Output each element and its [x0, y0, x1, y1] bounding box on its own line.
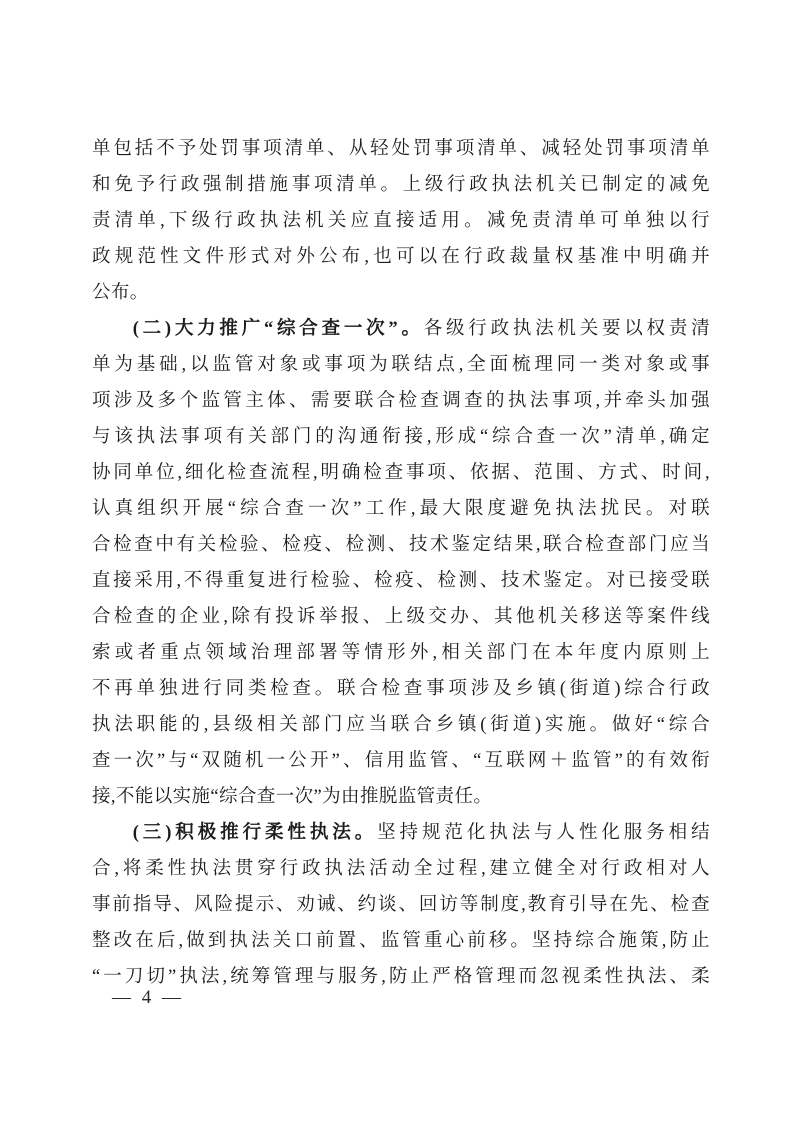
text-line: 和免予行政强制措施事项清单。上级行政执法机关已制定的减免	[92, 175, 710, 195]
text-line: 接,不能以实施“综合查一次”为由推脱监管责任。	[92, 787, 493, 807]
text-line: 责清单,下级行政执法机关应直接适用。减免责清单可单独以行	[92, 211, 710, 231]
text-line: 单为基础,以监管对象或事项为联结点,全面梳理同一类对象或事	[92, 355, 710, 375]
text-line: 项涉及多个监管主体、需要联合检查调查的执法事项,并牵头加强	[92, 391, 710, 411]
text-line: 事前指导、风险提示、劝诫、约谈、回访等制度,教育引导在先、检查	[92, 895, 710, 915]
line-text: 坚持规范化执法与人性化服务相结	[377, 823, 710, 843]
text-line: 政规范性文件形式对外公布,也可以在行政裁量权基准中明确并	[92, 247, 710, 267]
text-line: 认真组织开展“综合查一次”工作,最大限度避免执法扰民。对联	[92, 499, 710, 519]
paragraph-continuation	[92, 131, 710, 311]
text-line	[92, 311, 710, 347]
text-line: “一刀切”执法,统筹管理与服务,防止严格管理而忽视柔性执法、柔	[92, 967, 710, 987]
text-line: 查一次”与“双随机一公开”、信用监管、“互联网＋监管”的有效衔	[92, 751, 710, 771]
section-heading: (二)大力推广“综合查一次”。	[132, 319, 424, 339]
text-line: 公布。	[92, 283, 149, 303]
text-line: 协同单位,细化检查流程,明确检查事项、依据、范围、方式、时间,	[92, 463, 710, 483]
text-line	[92, 815, 710, 851]
text-line: 单包括不予处罚事项清单、从轻处罚事项清单、减轻处罚事项清单	[92, 139, 710, 159]
text-line: 直接采用,不得重复进行检验、检疫、检测、技术鉴定。对已接受联	[92, 571, 710, 591]
text-line: 与该执法事项有关部门的沟通衔接,形成“综合查一次”清单,确定	[92, 427, 710, 447]
text-line: 执法职能的,县级相关部门应当联合乡镇(街道)实施。做好“综合	[92, 715, 710, 735]
line-text: 各级行政执法机关要以权责清	[423, 319, 710, 339]
text-line: 不再单独进行同类检查。联合检查事项涉及乡镇(街道)综合行政	[92, 679, 710, 699]
text-line: 整改在后,做到执法关口前置、监管重心前移。坚持综合施策,防止	[92, 931, 710, 951]
text-line: 合检查中有关检验、检疫、检测、技术鉴定结果,联合检查部门应当	[92, 535, 710, 555]
text-line: 索或者重点领域治理部署等情形外,相关部门在本年度内原则上	[92, 643, 710, 663]
document-body	[92, 131, 710, 995]
text-line: 合,将柔性执法贯穿行政执法活动全过程,建立健全对行政相对人	[92, 859, 710, 879]
paragraph-item-3	[92, 815, 710, 995]
paragraph-item-2	[92, 311, 710, 815]
section-heading: (三)积极推行柔性执法。	[132, 823, 378, 843]
page-number: — 4 —	[112, 987, 184, 1008]
text-line: 合检查的企业,除有投诉举报、上级交办、其他机关移送等案件线	[92, 607, 710, 627]
